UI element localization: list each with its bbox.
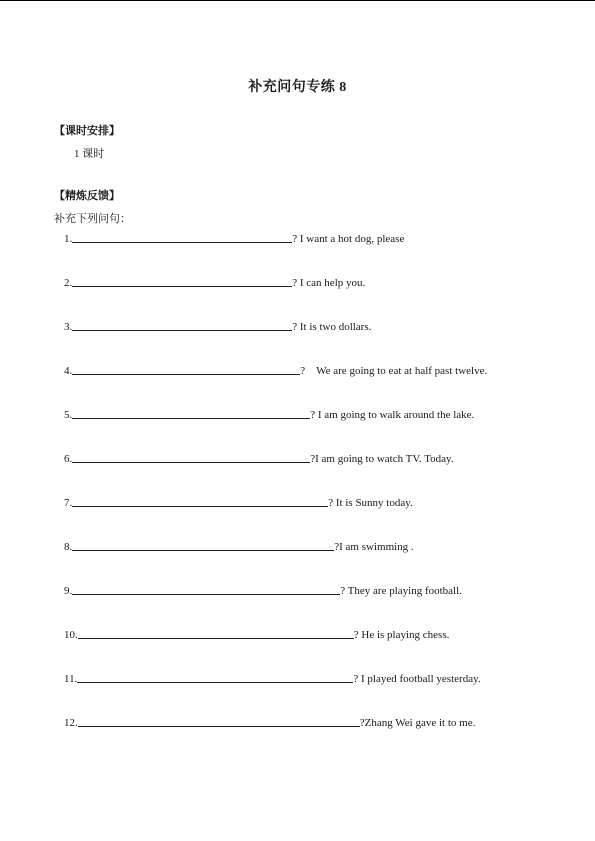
question-number: 2. <box>64 277 73 289</box>
answer-blank-line[interactable] <box>72 584 340 595</box>
answer-sentence: ?I am going to watch TV. Today. <box>310 453 454 465</box>
schedule-heading: 【课时安排】 <box>54 125 120 137</box>
question-row <box>64 628 449 641</box>
practice-instruction: 补充下列问句： <box>54 213 131 225</box>
question-row <box>64 364 487 377</box>
answer-sentence: ? It is Sunny today. <box>328 497 413 509</box>
question-number: 9. <box>64 585 73 597</box>
question-number: 8. <box>64 541 73 553</box>
answer-sentence: ? I want a hot dog, please <box>292 233 405 245</box>
question-number: 5. <box>64 409 73 421</box>
question-row <box>64 496 413 509</box>
answer-blank-line[interactable] <box>72 408 310 419</box>
answer-sentence: ? We are going to eat at half past twelve. <box>300 365 488 377</box>
answer-blank-line[interactable] <box>72 364 300 375</box>
question-row <box>64 540 414 553</box>
question-number: 1. <box>64 233 73 245</box>
answer-blank-line[interactable] <box>72 276 292 287</box>
practice-heading: 【精炼反馈】 <box>54 190 120 202</box>
answer-sentence: ?Zhang Wei gave it to me. <box>359 717 476 729</box>
question-row <box>64 276 365 289</box>
question-number: 10. <box>64 629 78 641</box>
question-row <box>64 408 474 421</box>
answer-blank-line[interactable] <box>72 320 292 331</box>
question-row <box>64 232 404 245</box>
answer-sentence: ? It is two dollars. <box>292 321 372 333</box>
answer-sentence: ?I am swimming . <box>334 541 414 553</box>
answer-blank-line[interactable] <box>78 628 354 639</box>
question-number: 7. <box>64 497 73 509</box>
question-number: 11. <box>64 673 78 685</box>
question-row <box>64 584 462 597</box>
question-row <box>64 716 475 729</box>
top-border-rule <box>0 0 595 1</box>
answer-sentence: ? I am going to walk around the lake. <box>310 409 475 421</box>
answer-blank-line[interactable] <box>72 452 310 463</box>
answer-sentence: ? He is playing chess. <box>353 629 450 641</box>
answer-sentence: ? They are playing football. <box>340 585 462 597</box>
answer-blank-line[interactable] <box>72 496 328 507</box>
question-row <box>64 320 371 333</box>
question-row <box>64 672 481 685</box>
schedule-value: 1 课时 <box>74 148 105 160</box>
question-row <box>64 452 454 465</box>
question-number: 3. <box>64 321 73 333</box>
answer-blank-line[interactable] <box>72 540 334 551</box>
answer-sentence: ? I can help you. <box>292 277 366 289</box>
answer-sentence: ? I played football yesterday. <box>353 673 481 685</box>
answer-blank-line[interactable] <box>72 232 292 243</box>
question-number: 6. <box>64 453 73 465</box>
answer-blank-line[interactable] <box>77 672 353 683</box>
question-number: 12. <box>64 717 78 729</box>
question-number: 4. <box>64 365 73 377</box>
page-title: 补充问句专练 8 <box>248 80 347 95</box>
answer-blank-line[interactable] <box>78 716 360 727</box>
